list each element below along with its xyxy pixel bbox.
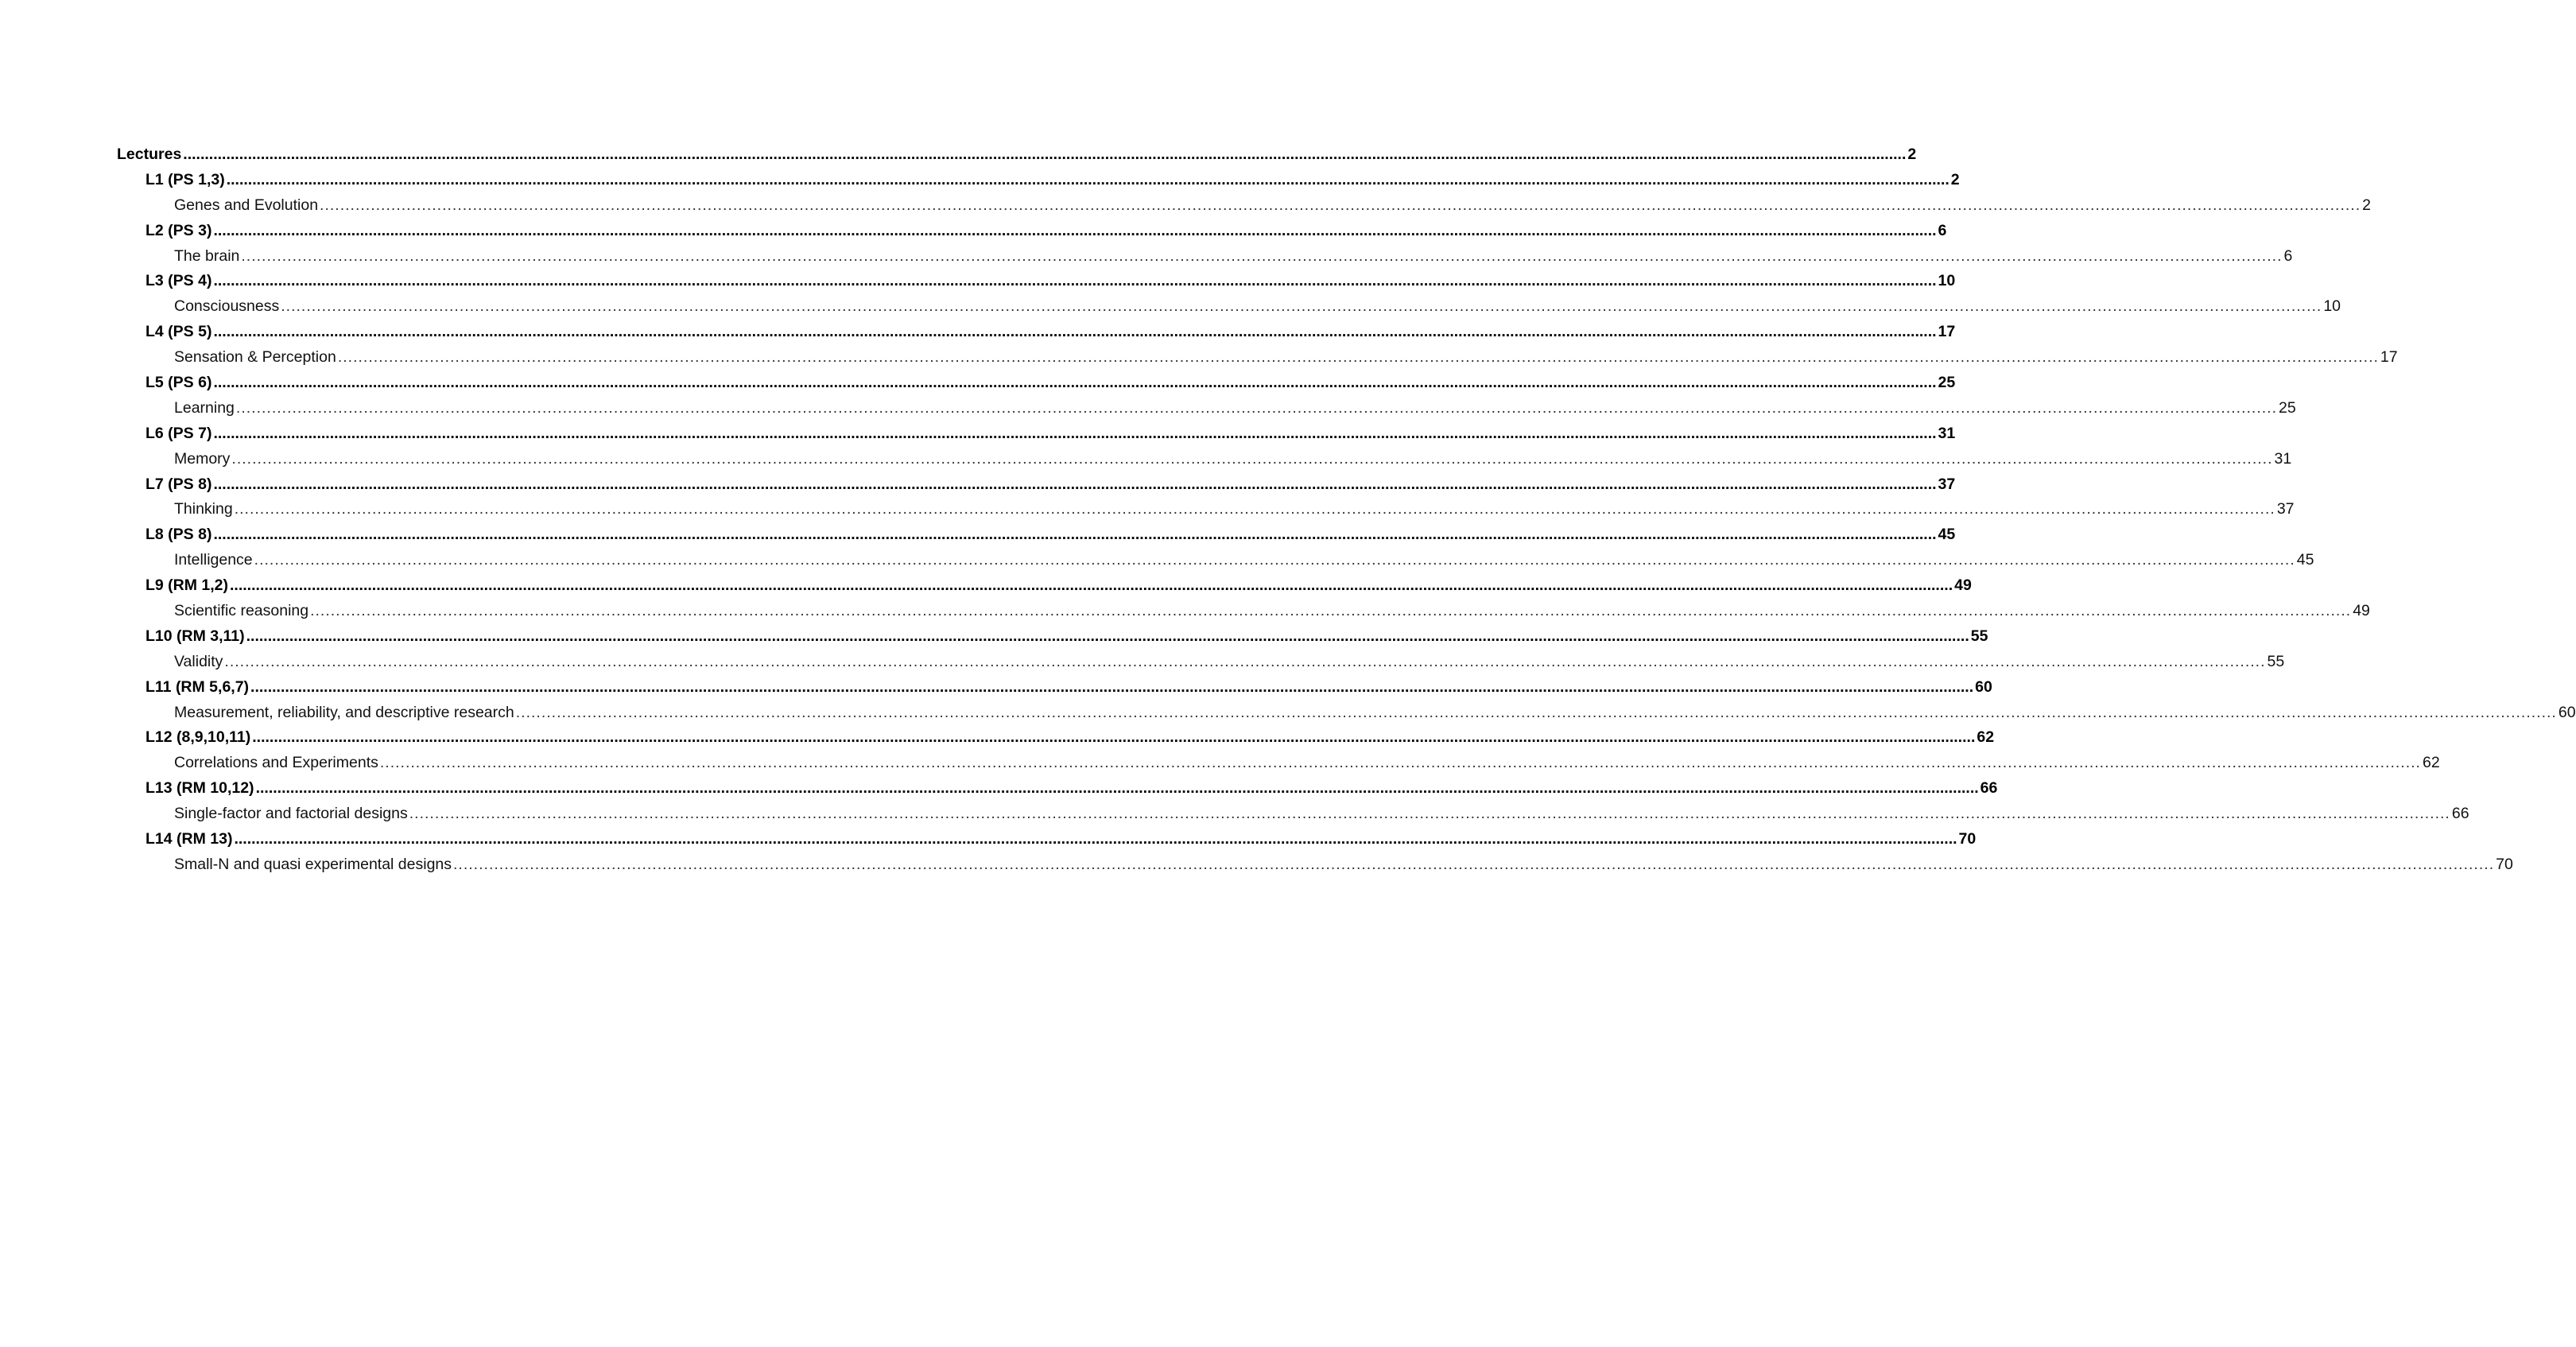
toc-page-number: 17 (2380, 348, 2398, 367)
dot-leader: ................................................................................................................................................................................................................................................................................................................................................................................................................ (379, 754, 2421, 772)
toc-page-number: 10 (1938, 272, 1956, 290)
dot-leader: ................................................................................................................................................................................................................................................................................................................................................................................................................ (515, 703, 2557, 721)
toc-entry-title: L10 (RM 3,11) (145, 627, 245, 645)
toc-entry-title: L7 (PS 8) (145, 475, 212, 493)
toc-lecture-entry[interactable] (117, 475, 1956, 501)
toc-page-number: 37 (2276, 500, 2295, 518)
toc-page-number: 49 (2353, 602, 2370, 620)
toc-entry-title: Learning (174, 398, 235, 417)
dot-leader: ................................................................................................................................................................................................................................................................................................................................................................................................................ (213, 272, 1937, 290)
dot-leader: ................................................................................................................................................................................................................................................................................................................................................................................................................ (409, 805, 2450, 823)
toc-entry-title: L2 (PS 3) (145, 221, 212, 239)
dot-leader: ................................................................................................................................................................................................................................................................................................................................................................................................................ (453, 855, 2495, 873)
toc-page-number: 45 (1938, 526, 1956, 544)
dot-leader: ................................................................................................................................................................................................................................................................................................................................................................................................................ (183, 146, 1907, 163)
toc-page-number: 70 (2496, 855, 2513, 873)
toc-topic-entry[interactable] (117, 348, 2398, 374)
toc-entry-title: Small-N and quasi experimental designs (174, 855, 452, 873)
toc-lecture-entry[interactable] (117, 526, 1956, 551)
toc-entry-title: L11 (RM 5,6,7) (145, 677, 250, 696)
dot-leader: ................................................................................................................................................................................................................................................................................................................................................................................................................ (281, 297, 2322, 316)
toc-entry-title: L8 (PS 8) (145, 526, 212, 544)
toc-topic-entry[interactable] (117, 246, 2293, 273)
toc-entry-title: L4 (PS 5) (145, 323, 212, 341)
dot-leader: ................................................................................................................................................................................................................................................................................................................................................................................................................ (231, 449, 2273, 468)
toc-entry-title: L9 (RM 1,2) (145, 576, 229, 595)
toc-entry-title: Sensation & Perception (174, 348, 336, 367)
toc-entry-title: L5 (PS 6) (145, 374, 212, 392)
toc-page-number: 66 (2451, 805, 2469, 823)
dot-leader: ................................................................................................................................................................................................................................................................................................................................................................................................................ (246, 627, 1969, 645)
toc-page-number: 55 (2267, 652, 2285, 670)
toc-topic-entry[interactable] (117, 703, 2576, 729)
toc-page-number: 2 (2362, 196, 2371, 214)
toc-entry-title: L3 (PS 4) (145, 272, 212, 290)
toc-page-number: 60 (2558, 703, 2576, 721)
toc-entry-title: Intelligence (174, 551, 253, 569)
toc-page-number: 70 (1958, 830, 1977, 848)
toc-page-number: 25 (1938, 374, 1956, 392)
toc-topic-entry[interactable] (117, 805, 2469, 830)
toc-entry-title: Validity (174, 652, 223, 670)
dot-leader: ................................................................................................................................................................................................................................................................................................................................................................................................................ (252, 728, 1976, 747)
toc-page-number: 37 (1938, 475, 1956, 493)
toc-page-number: 6 (2283, 246, 2293, 265)
toc-entry-title: The brain (174, 246, 240, 265)
toc-topic-entry[interactable] (117, 551, 2314, 576)
toc-entry-title: Thinking (174, 500, 233, 518)
dot-leader: ................................................................................................................................................................................................................................................................................................................................................................................................................ (213, 221, 1937, 239)
toc-page-number: 62 (1977, 728, 1995, 747)
dot-leader: ................................................................................................................................................................................................................................................................................................................................................................................................................ (230, 576, 1953, 595)
toc-topic-entry[interactable] (117, 602, 2370, 627)
dot-leader: ................................................................................................................................................................................................................................................................................................................................................................................................................ (226, 170, 1949, 188)
dot-leader: ................................................................................................................................................................................................................................................................................................................................................................................................................ (213, 424, 1937, 442)
dot-leader: ................................................................................................................................................................................................................................................................................................................................................................................................................ (310, 602, 2352, 620)
toc-entry-title: L13 (RM 10,12) (145, 779, 254, 798)
toc-lecture-entry[interactable] (117, 374, 1956, 399)
toc-entry-title: Genes and Evolution (174, 196, 319, 214)
toc-entry-title: Measurement, reliability, and descriptive research (174, 703, 514, 721)
toc-entry-title: Consciousness (174, 297, 280, 316)
dot-leader: ................................................................................................................................................................................................................................................................................................................................................................................................................ (234, 830, 1957, 848)
toc-entry-title: L6 (PS 7) (145, 424, 212, 442)
toc-entry-title: Memory (174, 449, 231, 468)
toc-entry-title: Scientific reasoning (174, 602, 309, 620)
toc-topic-entry[interactable] (117, 652, 2285, 678)
toc-lecture-entry[interactable] (117, 221, 1947, 247)
dot-leader: ................................................................................................................................................................................................................................................................................................................................................................................................................ (213, 526, 1937, 544)
dot-leader: ................................................................................................................................................................................................................................................................................................................................................................................................................ (213, 475, 1937, 493)
dot-leader: ................................................................................................................................................................................................................................................................................................................................................................................................................ (213, 323, 1937, 341)
toc-page-number: 17 (1938, 323, 1956, 341)
table-of-contents (117, 146, 2576, 881)
toc-page-number: 10 (2323, 297, 2341, 316)
toc-lecture-entry[interactable] (117, 323, 1956, 348)
toc-lecture-entry[interactable] (117, 830, 1977, 856)
toc-entry-title: Correlations and Experiments (174, 754, 378, 772)
toc-page-number: 31 (2274, 449, 2292, 468)
toc-lecture-entry[interactable] (117, 424, 1956, 450)
dot-leader: ................................................................................................................................................................................................................................................................................................................................................................................................................ (254, 551, 2295, 569)
toc-topic-entry[interactable] (117, 500, 2295, 526)
toc-page-number: 62 (2422, 754, 2440, 772)
toc-lecture-entry[interactable] (117, 728, 1995, 754)
toc-page-number: 66 (1980, 779, 1998, 798)
toc-page-number: 45 (2296, 551, 2314, 569)
toc-topic-entry[interactable] (117, 855, 2513, 881)
toc-page-number: 31 (1938, 424, 1956, 442)
toc-lecture-entry[interactable] (117, 576, 1972, 602)
toc-lecture-entry[interactable] (117, 170, 1960, 196)
toc-heading-entry[interactable] (117, 146, 1917, 171)
toc-entry-title: Single-factor and factorial designs (174, 805, 408, 823)
toc-entry-title: L12 (8,9,10,11) (145, 728, 251, 747)
toc-entry-title: L1 (PS 1,3) (145, 170, 225, 188)
dot-leader: ................................................................................................................................................................................................................................................................................................................................................................................................................ (213, 374, 1937, 392)
dot-leader: ................................................................................................................................................................................................................................................................................................................................................................................................................ (337, 348, 2379, 367)
toc-page-number: 25 (2279, 398, 2296, 417)
dot-leader: ................................................................................................................................................................................................................................................................................................................................................................................................................ (255, 779, 1979, 798)
dot-leader: ................................................................................................................................................................................................................................................................................................................................................................................................................ (224, 652, 2266, 670)
toc-lecture-entry[interactable] (117, 779, 1998, 805)
toc-lecture-entry[interactable] (117, 677, 1992, 704)
toc-topic-entry[interactable] (117, 754, 2440, 779)
toc-entry-title: Lectures (117, 146, 182, 163)
toc-lecture-entry[interactable] (117, 627, 1988, 653)
toc-lecture-entry[interactable] (117, 272, 1956, 297)
dot-leader: ................................................................................................................................................................................................................................................................................................................................................................................................................ (234, 500, 2275, 518)
dot-leader: ................................................................................................................................................................................................................................................................................................................................................................................................................ (241, 246, 2283, 265)
toc-page-number: 49 (1954, 576, 1972, 595)
toc-entry-title: L14 (RM 13) (145, 830, 233, 848)
toc-topic-entry[interactable] (117, 398, 2296, 425)
toc-page-number: 2 (1950, 170, 1960, 188)
toc-page-number: 6 (1938, 221, 1947, 239)
toc-topic-entry[interactable] (117, 449, 2292, 476)
dot-leader: ................................................................................................................................................................................................................................................................................................................................................................................................................ (250, 677, 1974, 696)
dot-leader: ................................................................................................................................................................................................................................................................................................................................................................................................................ (320, 196, 2361, 214)
toc-topic-entry[interactable] (117, 196, 2371, 222)
dot-leader: ................................................................................................................................................................................................................................................................................................................................................................................................................ (235, 398, 2277, 417)
toc-page-number: 2 (1907, 146, 1917, 163)
toc-topic-entry[interactable] (117, 297, 2341, 323)
toc-page-number: 60 (1975, 677, 1992, 696)
toc-page-number: 55 (1970, 627, 1988, 645)
